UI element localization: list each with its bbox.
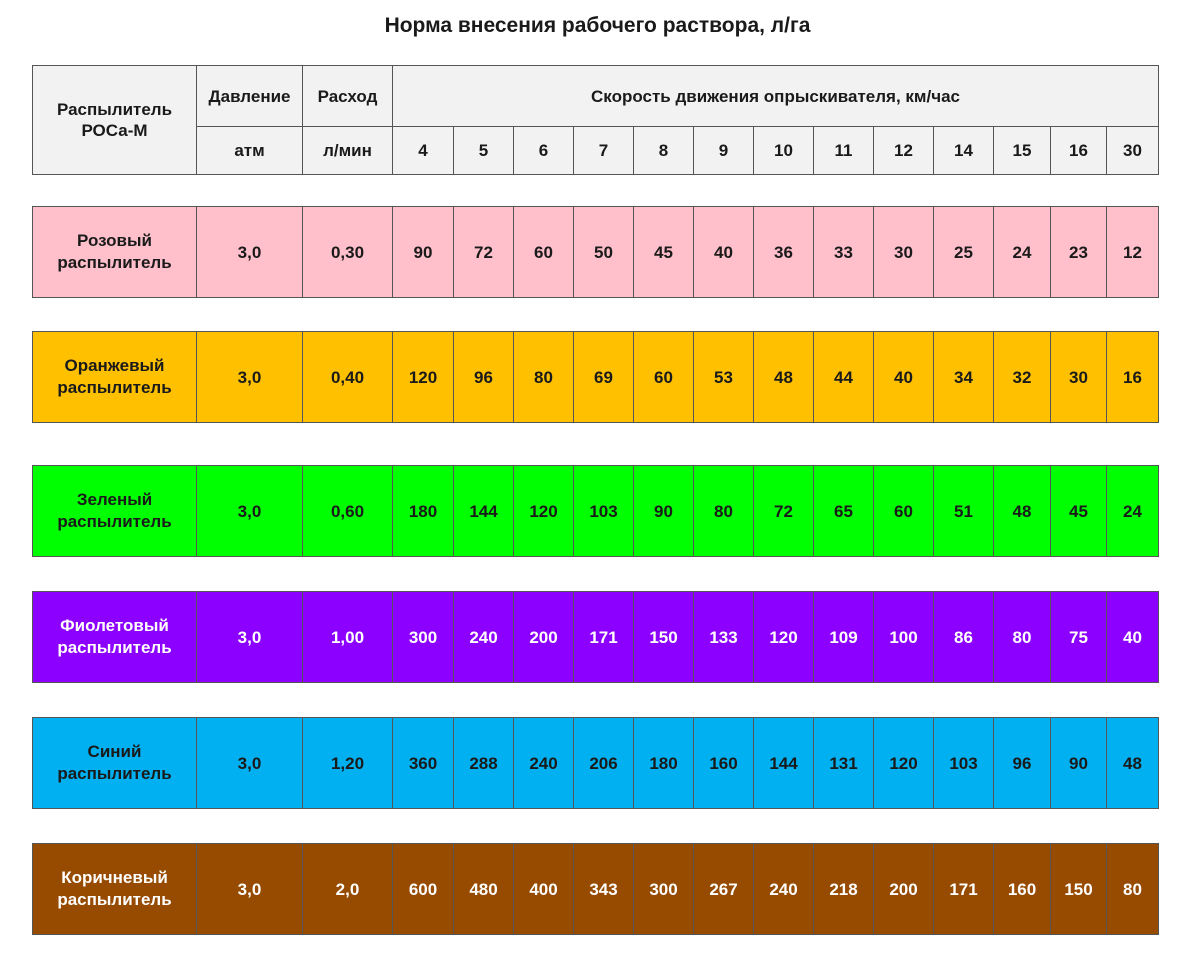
rate-value: 96 (993, 717, 1050, 809)
rate-value: 288 (453, 717, 513, 809)
header-nozzle: Распылитель РОСа-М (32, 65, 196, 175)
rate-value: 96 (453, 331, 513, 423)
table-row (32, 717, 1159, 809)
rate-value: 33 (813, 206, 873, 298)
header-speed-value: 30 (1106, 126, 1159, 175)
rate-value: 12 (1106, 206, 1159, 298)
pressure-value: 3,0 (196, 465, 302, 557)
header-speed-value: 4 (392, 126, 453, 175)
header-speed: Скорость движения опрыскивателя, км/час (392, 65, 1159, 126)
rate-value: 48 (1106, 717, 1159, 809)
rate-value: 120 (873, 717, 933, 809)
rate-value: 171 (933, 843, 993, 935)
header-speed-value: 5 (453, 126, 513, 175)
header-speed-value: 9 (693, 126, 753, 175)
rate-value: 60 (513, 206, 573, 298)
rate-value: 34 (933, 331, 993, 423)
rate-value: 160 (993, 843, 1050, 935)
rate-value: 103 (573, 465, 633, 557)
rate-value: 180 (392, 465, 453, 557)
header-flow: Расход (302, 65, 392, 126)
flow-value: 1,00 (302, 591, 392, 683)
header-speed-value: 11 (813, 126, 873, 175)
rate-value: 240 (753, 843, 813, 935)
pressure-value: 3,0 (196, 331, 302, 423)
rate-value: 30 (873, 206, 933, 298)
rate-value: 44 (813, 331, 873, 423)
rate-value: 86 (933, 591, 993, 683)
rate-value: 206 (573, 717, 633, 809)
rate-value: 100 (873, 591, 933, 683)
rate-value: 36 (753, 206, 813, 298)
rate-value: 109 (813, 591, 873, 683)
table-row (32, 843, 1159, 935)
rate-value: 240 (513, 717, 573, 809)
rate-value: 30 (1050, 331, 1106, 423)
rate-value: 150 (633, 591, 693, 683)
rate-value: 16 (1106, 331, 1159, 423)
rate-value: 144 (753, 717, 813, 809)
header-speed-value: 12 (873, 126, 933, 175)
nozzle-name: Коричневый распылитель (32, 843, 196, 935)
flow-value: 0,30 (302, 206, 392, 298)
rate-value: 48 (753, 331, 813, 423)
rate-value: 120 (392, 331, 453, 423)
rate-value: 60 (633, 331, 693, 423)
rate-value: 60 (873, 465, 933, 557)
header-speed-value: 6 (513, 126, 573, 175)
rate-value: 120 (513, 465, 573, 557)
header-speed-value: 14 (933, 126, 993, 175)
rate-value: 45 (1050, 465, 1106, 557)
rate-value: 69 (573, 331, 633, 423)
rate-value: 133 (693, 591, 753, 683)
header-flow-unit: л/мин (302, 126, 392, 175)
rate-value: 24 (1106, 465, 1159, 557)
table-row (32, 465, 1159, 557)
rate-value: 400 (513, 843, 573, 935)
rate-value: 50 (573, 206, 633, 298)
rate-value: 25 (933, 206, 993, 298)
rate-value: 240 (453, 591, 513, 683)
pressure-value: 3,0 (196, 717, 302, 809)
rate-value: 171 (573, 591, 633, 683)
rate-value: 48 (993, 465, 1050, 557)
rate-value: 90 (1050, 717, 1106, 809)
rate-value: 45 (633, 206, 693, 298)
table-header (32, 65, 1159, 175)
rate-value: 144 (453, 465, 513, 557)
flow-value: 2,0 (302, 843, 392, 935)
flow-value: 0,60 (302, 465, 392, 557)
rate-value: 75 (1050, 591, 1106, 683)
rate-value: 360 (392, 717, 453, 809)
rate-value: 90 (633, 465, 693, 557)
rate-value: 40 (693, 206, 753, 298)
header-pressure: Давление (196, 65, 302, 126)
header-speed-value: 8 (633, 126, 693, 175)
rate-value: 72 (453, 206, 513, 298)
rate-value: 218 (813, 843, 873, 935)
rate-value: 90 (392, 206, 453, 298)
nozzle-name: Синий распылитель (32, 717, 196, 809)
table-row (32, 331, 1159, 423)
rate-value: 150 (1050, 843, 1106, 935)
rate-value: 53 (693, 331, 753, 423)
pressure-value: 3,0 (196, 591, 302, 683)
nozzle-name: Розовый распылитель (32, 206, 196, 298)
table-row (32, 591, 1159, 683)
rate-value: 200 (873, 843, 933, 935)
rate-value: 40 (873, 331, 933, 423)
rate-value: 600 (392, 843, 453, 935)
rate-value: 40 (1106, 591, 1159, 683)
rate-value: 80 (693, 465, 753, 557)
rate-value: 103 (933, 717, 993, 809)
rate-value: 80 (513, 331, 573, 423)
rate-value: 51 (933, 465, 993, 557)
rate-value: 200 (513, 591, 573, 683)
rate-value: 23 (1050, 206, 1106, 298)
header-pressure-unit: атм (196, 126, 302, 175)
header-speed-value: 16 (1050, 126, 1106, 175)
rate-value: 480 (453, 843, 513, 935)
rate-value: 180 (633, 717, 693, 809)
rate-value: 267 (693, 843, 753, 935)
rate-value: 131 (813, 717, 873, 809)
rate-value: 120 (753, 591, 813, 683)
rate-value: 24 (993, 206, 1050, 298)
rate-value: 160 (693, 717, 753, 809)
rate-value: 343 (573, 843, 633, 935)
rate-value: 72 (753, 465, 813, 557)
page-title: Норма внесения рабочего раствора, л/га (384, 14, 811, 37)
nozzle-name: Оранжевый распылитель (32, 331, 196, 423)
flow-value: 1,20 (302, 717, 392, 809)
header-speed-value: 15 (993, 126, 1050, 175)
rate-value: 32 (993, 331, 1050, 423)
rate-value: 65 (813, 465, 873, 557)
table-row (32, 206, 1159, 298)
flow-value: 0,40 (302, 331, 392, 423)
header-speed-value: 7 (573, 126, 633, 175)
rate-value: 300 (392, 591, 453, 683)
rate-value: 80 (993, 591, 1050, 683)
pressure-value: 3,0 (196, 206, 302, 298)
rate-value: 80 (1106, 843, 1159, 935)
header-speed-value: 10 (753, 126, 813, 175)
pressure-value: 3,0 (196, 843, 302, 935)
nozzle-name: Зеленый распылитель (32, 465, 196, 557)
nozzle-name: Фиолетовый распылитель (32, 591, 196, 683)
rate-value: 300 (633, 843, 693, 935)
